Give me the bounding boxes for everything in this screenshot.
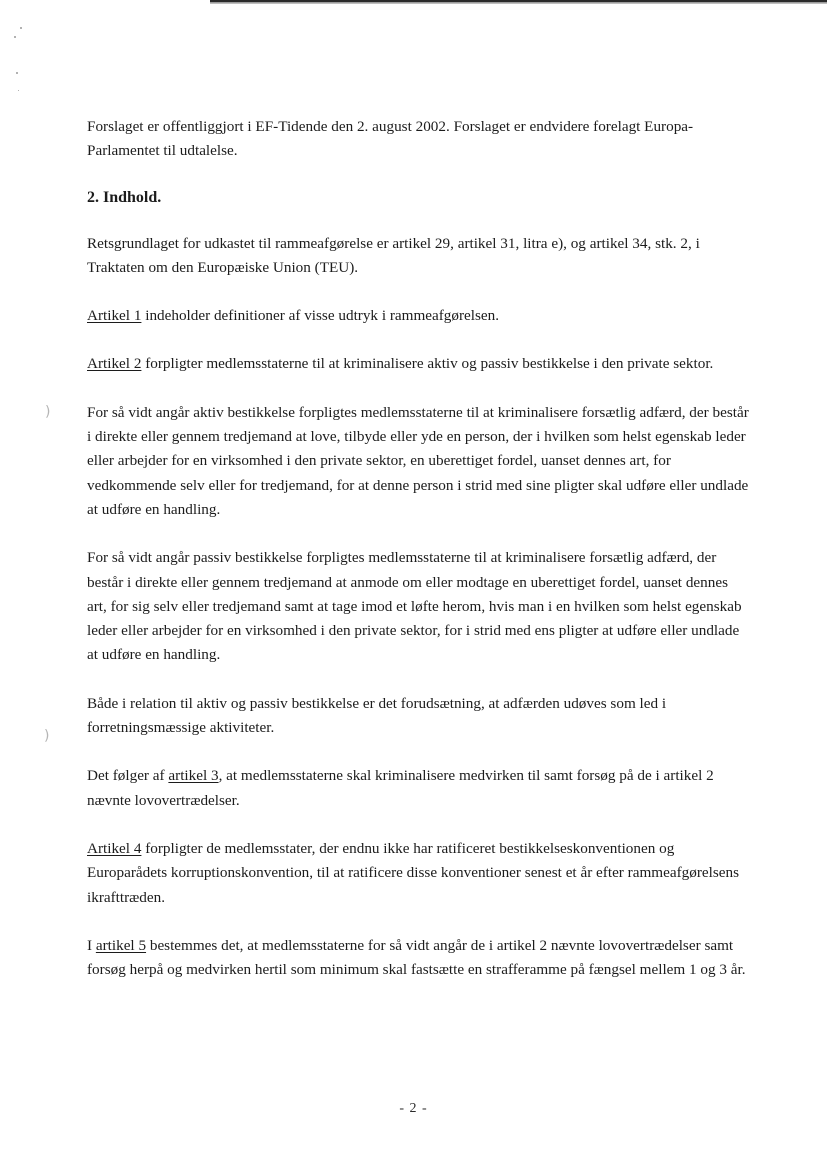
scan-speck <box>16 72 18 74</box>
article-2-reference: Artikel 2 <box>87 355 142 373</box>
page-number: - 2 - <box>399 1101 428 1116</box>
article-5-lead-text: I <box>87 936 96 954</box>
scan-top-edge-rule <box>210 0 827 4</box>
active-bribery-paragraph: For så vidt angår aktiv bestikkelse forpligtes medlemsstaterne til at kriminalisere forsætlig adfærd, der består i direkte eller gennem tredjemand at love, tilbyde eller yde en person, der i hvilken som helst egenskab leder eller arbejder for en virksomhed i den private sektor, en uberettiget fordel, uanset dennes art, for vedkommende selv eller for tredjemand, for at denne person i strid med sine pligter skal udføre eller undlade at udføre en handling. <box>87 403 749 518</box>
article-4-reference: Artikel 4 <box>87 839 142 857</box>
article-5-text: bestemmes det, at medlemsstaterne for så vidt angår de i artikel 2 nævnte lovovertrædelser samt forsøg herpå og medvirken hertil som minimum skal fastsætte en strafferamme på fængsel mellem 1 og 3 år. <box>87 936 746 979</box>
article-3-lead-text: Det følger af <box>87 767 169 785</box>
article-4-paragraph <box>87 837 749 910</box>
intro-paragraph: Forslaget er offentliggjort i EF-Tidende den 2. august 2002. Forslaget er endvidere forelagt Europa-Parlamentet til udtalelse. <box>87 118 694 160</box>
binder-hole-mark: ) <box>45 404 51 420</box>
article-2-text: forpligter medlemsstaterne til at kriminalisere aktiv og passiv bestikkelse i den private sektor. <box>141 355 714 373</box>
binder-hole-mark: ) <box>44 728 50 744</box>
scan-speck <box>20 27 22 29</box>
article-1-text: indeholder definitioner af visse udtryk i rammeafgørelsen. <box>141 307 500 325</box>
legal-basis-paragraph: Retsgrundlaget for udkastet til rammeafgørelse er artikel 29, artikel 31, litra e), og artikel 34, stk. 2, i Traktaten om den Europæiske Union (TEU). <box>87 234 700 276</box>
article-1-paragraph <box>87 304 749 328</box>
article-3-text: , at medlemsstaterne skal kriminalisere medvirken til samt forsøg på de i artikel 2 nævnte lovovertrædelser. <box>87 767 714 809</box>
scan-speck <box>14 36 16 38</box>
article-5-paragraph <box>87 934 749 983</box>
passive-bribery-paragraph: For så vidt angår passiv bestikkelse forpligtes medlemsstaterne til at kriminalisere forsætlig adfærd, der består i direkte eller gennem tredjemand at anmode om eller modtage en uberettiget fordel, uanset dennes art, for sig selv eller tredjemand samt at tage imod et løfte herom, hvis man i en hvilken som helst egenskab leder eller arbejder for en virksomhed i den private sektor, for i strid med ens pligter at udføre eller undlade at udføre en handling. <box>87 549 742 664</box>
article-4-text: forpligter de medlemsstater, der endnu ikke har ratificeret bestikkelseskonventionen og Europarådets korruptionskonvention, til at ratificere disse konventioner senest et år efter rammeafgørelsens ikrafttræden. <box>87 839 739 906</box>
article-1-reference: Artikel 1 <box>87 307 142 325</box>
article-2-paragraph <box>87 352 749 376</box>
scan-speck <box>18 90 19 91</box>
business-condition-paragraph: Både i relation til aktiv og passiv bestikkelse er det forudsætning, at adfærden udøves som led i forretningsmæssige aktiviteter. <box>87 694 667 737</box>
article-5-reference: artikel 5 <box>95 936 147 954</box>
section-heading: 2. Indhold. <box>87 188 162 206</box>
article-3-reference: artikel 3 <box>168 767 219 785</box>
article-3-paragraph <box>87 764 749 813</box>
document-page-body <box>87 115 749 982</box>
